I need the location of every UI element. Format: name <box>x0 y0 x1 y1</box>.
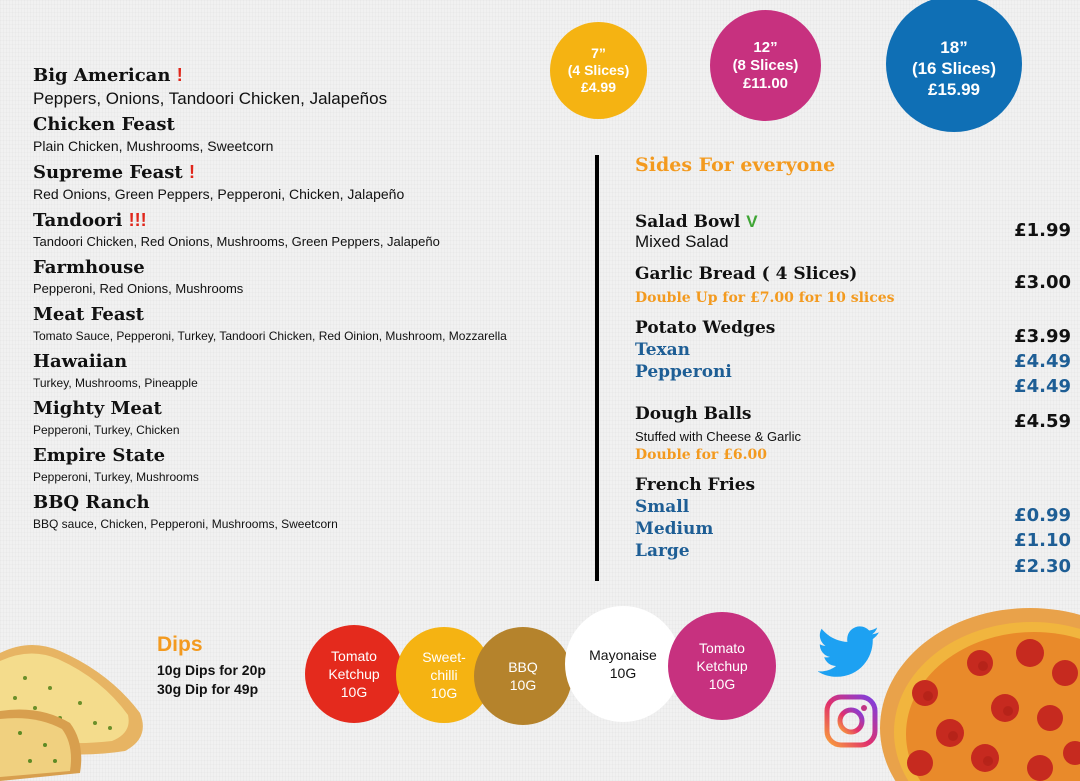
size-price: £11.00 <box>742 74 789 92</box>
fries-medium-price: £1.10 <box>1014 530 1071 551</box>
pizza-toppings: Pepperoni, Red Onions, Mushrooms <box>33 281 244 296</box>
salad-price: £1.99 <box>1014 220 1071 241</box>
size-badge-small <box>550 22 647 119</box>
vegetarian-marker: V <box>746 212 758 231</box>
dip-mayonaise <box>565 606 681 722</box>
twitter-icon[interactable] <box>818 626 880 678</box>
pizza-toppings: Peppers, Onions, Tandoori Chicken, Jalapeños <box>33 89 388 108</box>
pizza-item <box>33 161 593 202</box>
pizza-item <box>33 445 593 485</box>
pizza-item <box>33 64 593 110</box>
dip-label: Sweet- <box>422 649 466 665</box>
pizza-name: Farmhouse <box>33 257 145 278</box>
pizza-item <box>33 114 593 154</box>
side-name: French Fries <box>635 475 756 495</box>
pizza-image <box>880 608 1080 781</box>
pizza-name: Mighty Meat <box>33 398 162 419</box>
side-name: Dough Balls <box>635 404 752 424</box>
pizza-toppings: Red Onions, Green Peppers, Pepperoni, Chicken, Jalapeño <box>33 186 405 202</box>
size-slices: (8 Slices) <box>732 56 799 74</box>
wedges-texan: Texan <box>635 340 691 360</box>
pizza-name: Chicken Feast <box>33 114 175 135</box>
dip-label: Tomato <box>699 640 745 656</box>
size-price: £15.99 <box>928 79 980 99</box>
side-potato-wedges <box>635 318 775 382</box>
fries-medium: Medium <box>635 519 714 539</box>
dips-price-line: 10g Dips for 20p <box>157 662 266 678</box>
dip-tomato-ketchup-2 <box>668 612 776 720</box>
pizza-toppings: BBQ sauce, Chicken, Pepperoni, Mushrooms, Sweetcorn <box>33 517 338 531</box>
size-slices: (16 Slices) <box>911 58 997 78</box>
pizza-toppings: Pepperoni, Turkey, Chicken <box>33 423 180 437</box>
size-slices: (4 Slices) <box>567 62 630 78</box>
pizza-toppings: Plain Chicken, Mushrooms, Sweetcorn <box>33 138 274 154</box>
spicy-marker: ! <box>176 65 183 85</box>
pizza-item <box>33 304 593 344</box>
side-salad <box>635 212 758 252</box>
fries-large: Large <box>635 541 690 561</box>
fries-small: Small <box>635 497 690 517</box>
size-price: £4.99 <box>580 79 617 95</box>
pizza-name: Meat Feast <box>33 304 144 325</box>
pizza-toppings: Tandoori Chicken, Red Onions, Mushrooms, Green Peppers, Jalapeño <box>33 234 440 249</box>
pizza-item <box>33 398 593 438</box>
dip-label: Tomato <box>331 648 377 664</box>
side-name: Garlic Bread ( 4 Slices) <box>635 264 858 284</box>
wedges-price: £3.99 <box>1014 326 1071 347</box>
side-french-fries <box>635 475 755 561</box>
side-name: Potato Wedges <box>635 318 776 338</box>
pizza-toppings: Pepperoni, Turkey, Mushrooms <box>33 470 199 484</box>
size-inch: 7” <box>591 45 606 61</box>
size-inch: 18” <box>940 37 968 57</box>
side-description: Stuffed with Cheese & Garlic <box>635 429 801 444</box>
dip-label: chilli <box>430 667 458 683</box>
wedges-pepperoni: Pepperoni <box>635 362 732 382</box>
column-divider <box>595 155 599 581</box>
dip-label: Ketchup <box>696 658 748 674</box>
pizza-name: Supreme Feast <box>33 162 183 183</box>
fries-small-price: £0.99 <box>1014 505 1071 526</box>
dip-size: 10G <box>340 684 368 700</box>
sides-title: Sides For everyone <box>635 154 836 176</box>
dough-balls-price: £4.59 <box>1014 411 1071 432</box>
size-badge-large <box>886 0 1022 132</box>
pizza-item <box>33 257 593 297</box>
garlic-bread-price: £3.00 <box>1014 272 1071 293</box>
dip-size: 10G <box>609 665 637 681</box>
pizza-name: Big American <box>33 65 171 86</box>
dip-label: Ketchup <box>328 666 380 682</box>
garlic-offer: Double Up for £7.00 for 10 slices <box>635 290 895 306</box>
side-description: Mixed Salad <box>635 232 729 251</box>
pizza-toppings: Turkey, Mushrooms, Pineapple <box>33 376 198 390</box>
side-dough-balls <box>635 404 801 463</box>
pepperoni-price: £4.49 <box>1014 376 1071 397</box>
size-badge-medium <box>710 10 821 121</box>
garlic-bread-image <box>0 633 150 781</box>
pizza-name: Empire State <box>33 445 166 466</box>
side-name: Salad Bowl <box>635 212 741 232</box>
fries-large-price: £2.30 <box>1014 556 1071 577</box>
texan-price: £4.49 <box>1014 351 1071 372</box>
spicy-marker: ! <box>189 162 196 182</box>
pizza-item <box>33 492 593 532</box>
dough-offer: Double for £6.00 <box>635 447 767 463</box>
side-garlic-bread <box>635 264 895 306</box>
dips-title: Dips <box>157 633 203 656</box>
dip-bbq <box>474 627 572 725</box>
instagram-icon[interactable] <box>823 693 879 749</box>
dip-size: 10G <box>708 676 736 692</box>
dip-label: BBQ <box>508 659 538 675</box>
pizza-item <box>33 209 593 250</box>
dip-label: Mayonaise <box>589 647 657 663</box>
spicy-marker: !!! <box>128 210 147 230</box>
pizza-name: BBQ Ranch <box>33 492 150 513</box>
dips-price-line: 30g Dip for 49p <box>157 681 259 697</box>
pizza-item <box>33 351 593 391</box>
size-inch: 12” <box>753 38 778 56</box>
dip-size: 10G <box>430 685 458 701</box>
pizza-name: Hawaiian <box>33 351 128 372</box>
pizza-toppings: Tomato Sauce, Pepperoni, Turkey, Tandoori Chicken, Red Oinion, Mushroom, Mozzarella <box>33 329 507 343</box>
dip-size: 10G <box>509 677 537 693</box>
dip-tomato-ketchup <box>305 625 403 723</box>
pizza-list <box>33 64 593 539</box>
pizza-name: Tandoori <box>33 210 123 231</box>
